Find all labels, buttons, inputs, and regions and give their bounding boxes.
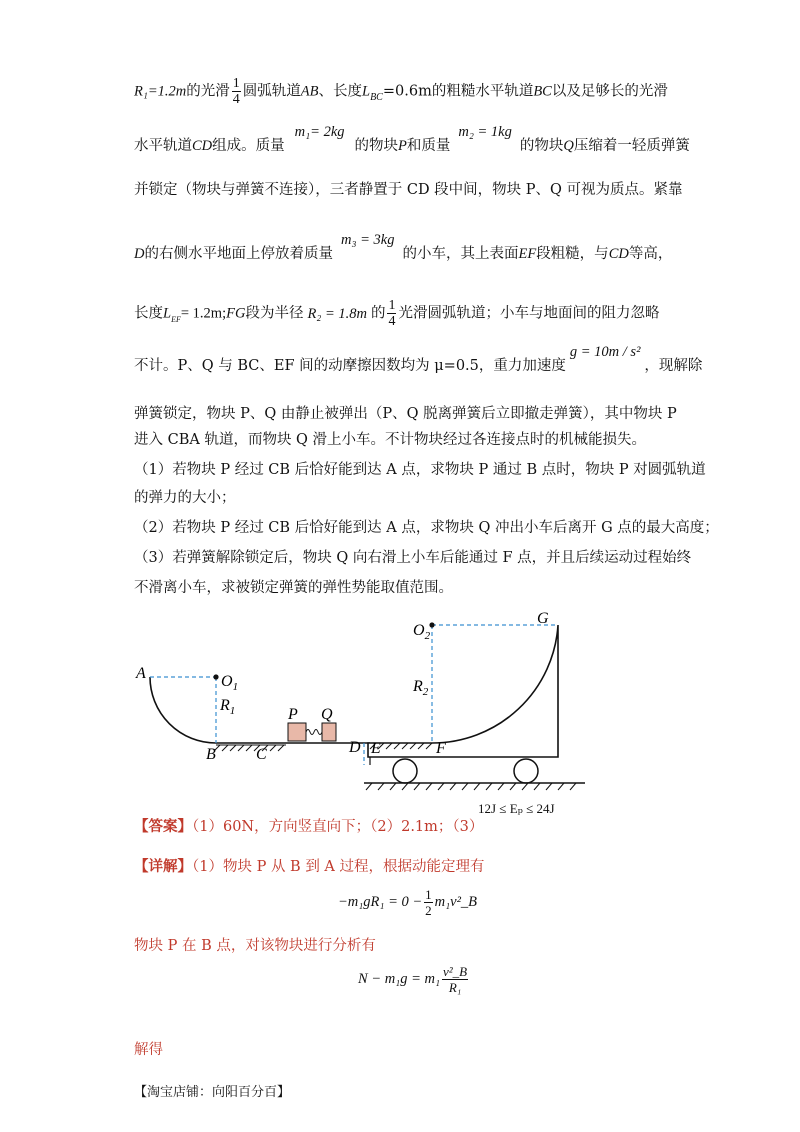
label-q: Q (321, 706, 333, 723)
label-b: B (206, 746, 216, 763)
label-d: D (349, 739, 361, 756)
center-o2 (429, 622, 434, 627)
footer-shop: 【淘宝店铺：向阳百分百】 (134, 1085, 291, 1100)
arc-track-ab (150, 677, 370, 743)
question-3-cont: 不滑离小车，求被锁定弹簧的弹性势能取值范围。 (134, 580, 453, 596)
label-o1: $O_1$ (221, 673, 239, 693)
question-1: （1）若物块 P 经过 CB 后恰好能到达 A 点，求物块 P 通过 B 点时，物块 P 对圆弧轨道 (134, 462, 706, 478)
question-3: （3）若弹簧解除锁定后，物块 Q 向右滑上小车后能通过 F 点，并且后续运动过程始终 (134, 550, 692, 566)
equation-1: −m₁gR₁ = 0 − $\frac{1}{2}$ m₁v²_B (338, 887, 478, 918)
problem-line-1: R₁=1.2m的光滑 $\frac{1}{4}$ 圆弧轨道AB、长度$L_{BC}=0.6m$的粗糙水平轨道BC以及足够长的光滑 (134, 76, 668, 107)
solution-line-3: 解得 (134, 1042, 163, 1058)
wheel-right (514, 759, 538, 783)
center-o1 (213, 674, 218, 679)
answer-text: （1）60N，方向竖直向下；（2）2.1m；（3） (192, 819, 484, 835)
answer-tag: 【答案】 (134, 818, 192, 835)
solution-tag: 【详解】 (134, 858, 192, 875)
question-1-cont: 的弹力的大小； (134, 490, 236, 506)
ground-hatch-left (214, 745, 286, 751)
problem-line-3: 并锁定（物块与弹簧不连接），三者静置于 CD 段中间，物块 P、Q 可视为质点。紧靠 (134, 182, 683, 198)
answer-range: 12J ≤ Eₚ ≤ 24J (478, 801, 555, 816)
quarter-fraction: $\frac{1}{4}$ (232, 76, 240, 107)
block-p (288, 723, 306, 741)
problem-line-7: 弹簧锁定，物块 P、Q 由静止被弹出（P、Q 脱离弹簧后立即撤走弹簧），其中物块 P (134, 406, 677, 422)
solution-line-1: 【详解】（1）物块 P 从 B 到 A 过程，根据动能定理有 (134, 858, 485, 875)
cart-body (368, 625, 558, 757)
r2-value: R₂ = 1.8m (307, 305, 367, 322)
label-r1: $R_1$ (220, 697, 236, 717)
label-a: A (136, 665, 146, 682)
m1-value: m₁= 2kg (294, 124, 345, 140)
question-2: （2）若物块 P 经过 CB 后恰好能到达 A 点，求物块 Q 冲出小车后离开 G 点的最大高度； (134, 520, 719, 536)
ground-hatch-right (366, 783, 576, 790)
label-p: P (288, 706, 298, 723)
label-c: C (256, 746, 267, 763)
label-r2: $R_2$ (413, 678, 429, 698)
wheel-left (393, 759, 417, 783)
gravity-value: g = 10m / s² (569, 344, 641, 360)
problem-line-8: 进入 CBA 轨道，而物块 Q 滑上小车。不计物块经过各连接点时的机械能损失。 (134, 432, 647, 448)
answer-line (134, 817, 483, 837)
problem-line-4: D的右侧水平地面上停放着质量m₃ = 3kg的小车，其上表面EF段粗糙，与CD等高， (134, 232, 673, 262)
label-o2: $O_2$ (413, 622, 431, 642)
track-figure (0, 605, 800, 805)
label-f: F (436, 740, 446, 757)
r1-value: R₁=1.2m (134, 83, 187, 100)
solution-line-2: 物块 P 在 B 点，对该物块进行分析有 (134, 938, 376, 954)
block-q (322, 723, 336, 741)
problem-line-2: 水平轨道CD组成。质量m₁= 2kg的物块P和质量m₂ = 1kg的物块Q压缩着一轻质弹簧 (134, 124, 690, 154)
equation-2: N − m₁g = m₁ $\frac{\text{v²\_B}}{\text{R₁}}$ (358, 964, 468, 995)
spring (306, 730, 322, 735)
label-e: E (371, 740, 381, 757)
problem-line-6: 不计。P、Q 与 BC、EF 间的动摩擦因数均为 μ=0.5，重力加速度g = 10m / s²，现解除 (134, 344, 703, 374)
m2-value: m₂ = 1kg (458, 124, 512, 140)
label-g: G (537, 610, 549, 627)
problem-line-5: 长度$L_{EF}=$ 1.2m;FG段为半径 R₂ = 1.8m 的 $\frac{1}{4}$ 光滑圆弧轨道；小车与地面间的阻力忽略 (134, 298, 660, 329)
m3-value: m₃ = 3kg (340, 232, 395, 248)
